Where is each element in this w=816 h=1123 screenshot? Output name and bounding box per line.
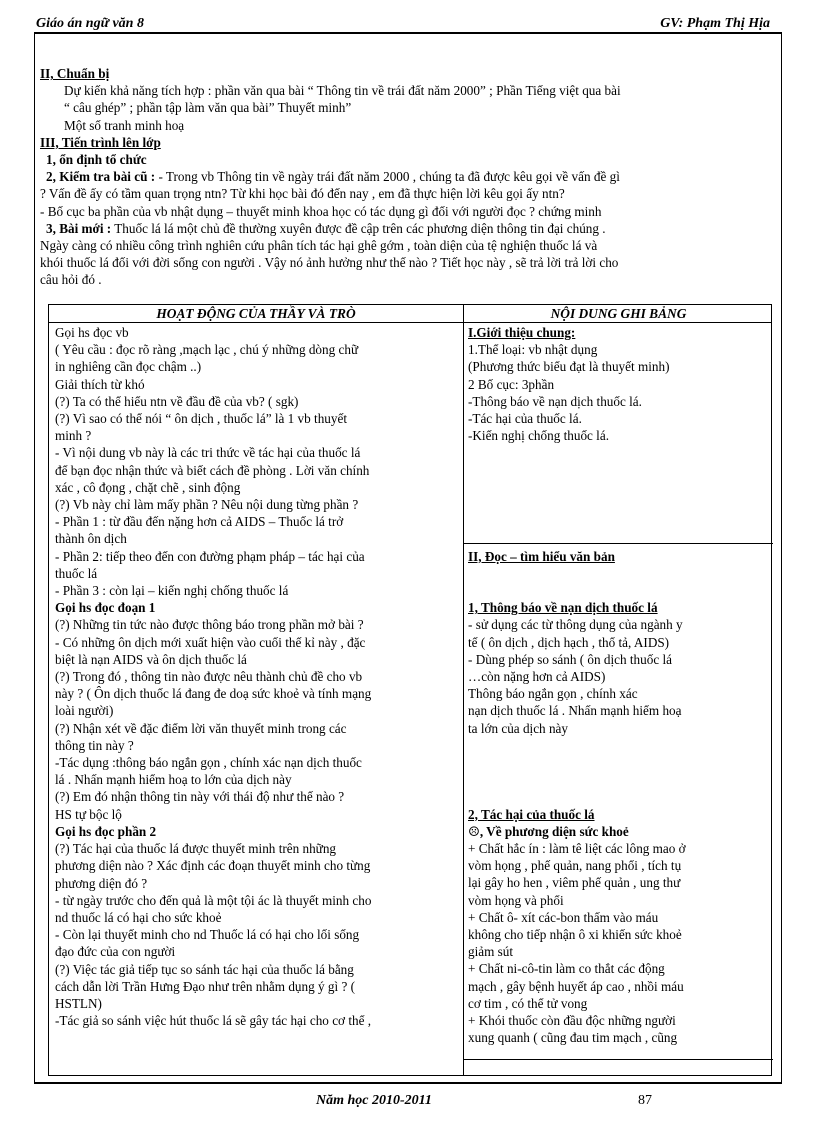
prep-line-3: Một số tranh minh hoạ	[64, 117, 185, 133]
health-effect-line: vòm họng , phế quản, nang phổi , tích tụ	[468, 858, 682, 874]
right-intro-title: I.Giới thiệu chung:	[468, 325, 576, 340]
activity-line: minh ?	[55, 428, 92, 444]
right-part-3: -Kiến nghị chống thuốc lá.	[468, 428, 609, 444]
health-effect-line: xung quanh ( cũng đau tim mạch , cũng	[468, 1030, 678, 1046]
health-effect-line: lại gây ho hen , viêm phế quản , ung thư	[468, 875, 681, 891]
activity-line: - Phần 1 : từ đầu đến nặng hơn cả AIDS – Thuốc lá trở	[55, 514, 344, 530]
activity-line: -Tác giả so sánh việc hút thuốc lá sẽ gây tác hại cho cơ thể ,	[55, 1013, 372, 1029]
activity-line: biệt là nạn AIDS và ôn dịch thuốc lá	[55, 651, 247, 667]
activity-line: (?) Vb này chỉ làm mấy phần ? Nêu nội dung từng phần ?	[55, 497, 359, 513]
activity-line: thuốc lá	[55, 565, 98, 581]
right-part-2: -Tác hại của thuốc lá.	[468, 411, 582, 427]
right-subsection-2: 2, Tác hại của thuốc lá	[468, 806, 595, 822]
activity-line: (?) Trong đó , thông tin nào được nêu thành chủ đề cho vb	[55, 669, 363, 685]
content-column	[468, 324, 768, 1046]
lesson-table	[48, 304, 772, 1076]
step-2-label: 2, Kiểm tra bài cũ :	[46, 169, 156, 185]
activity-line: - Vì nội dung vb này là các tri thức về tác hại của thuốc lá	[55, 445, 361, 461]
activity-line: cách dẫn lời Trần Hưng Đạo như trên nhằm dụng ý gì ? (	[55, 978, 355, 994]
activities-column	[55, 324, 459, 1029]
health-effect-line: mạch , gây bệnh huyết áp cao , nhồi máu	[468, 978, 684, 994]
page-header	[34, 14, 782, 34]
activity-line: xác , cô đọng , chặt chẽ , sinh động	[55, 479, 241, 495]
activity-line: HS tự bộc lộ	[55, 806, 122, 822]
activity-line: nd thuốc lá có hại cho sức khoẻ	[55, 909, 222, 925]
step-3-line-1: Thuốc lá lá một chủ đề thường xuyên được đề cập trên các phương diện thông tin đại chúng .	[111, 220, 606, 236]
activity-line: để bạn đọc nhận thức và biết cách đề phòng . Lời văn chính	[55, 462, 370, 478]
right-b2-line-7: ta lớn của dịch này	[468, 720, 568, 736]
activity-line: (?) Ta có thể hiểu ntn về đầu đề của vb? ( sgk)	[55, 393, 299, 409]
section-2-title: II, Chuẩn bị	[40, 66, 110, 81]
activity-line: (?) Nhận xét về đặc điểm lời văn thuyết minh trong các	[55, 720, 347, 736]
health-effect-line: + Khói thuốc còn đầu độc những người	[468, 1012, 676, 1028]
right-b2-line-3: - Dùng phép so sánh ( ôn dịch thuốc lá	[468, 651, 673, 667]
right-part-1: -Thông báo về nạn dịch thuốc lá.	[468, 393, 642, 409]
health-effect-line: + Chất hắc ín : làm tê liệt các lông mao ở	[468, 840, 686, 856]
activity-line: - Còn lại thuyết minh cho nd Thuốc lá có hại cho lối sống	[55, 927, 360, 943]
right-b2-line-6: nạn dịch thuốc lá . Nhấn mạnh hiểm hoạ	[468, 703, 682, 719]
right-b2-line-2: tế ( ôn dịch , dịch hạch , thổ tả, AIDS)	[468, 634, 670, 650]
activity-line: ( Yêu cầu : đọc rõ ràng ,mạch lạc , chú ý những dòng chữ	[55, 342, 359, 358]
activity-line: Gọi hs đọc phần 2	[55, 823, 157, 839]
activity-line: Gọi hs đọc đoạn 1	[55, 600, 156, 616]
right-subsection-1: 1, Thông báo về nạn dịch thuốc lá	[468, 600, 658, 616]
activity-line: - Phần 3 : còn lại – kiến nghị chống thuốc lá	[55, 583, 289, 599]
activity-line: lá . Nhấn mạnh hiểm hoạ to lớn của dịch này	[55, 772, 292, 788]
table-header-content: NỘI DUNG GHI BẢNG	[550, 306, 687, 321]
step-3-line-3: khói thuốc lá đối với đời sống con người . Vậy nó ảnh hưởng như thế nào ? Tiết học này , sẽ trả lời trả lời cho	[40, 255, 619, 271]
page-footer	[34, 1092, 782, 1114]
table-header-activities: HOẠT ĐỘNG CỦA THẦY VÀ TRÒ	[156, 306, 356, 321]
right-b2-line-5: Thông báo ngắn gọn , chính xác	[468, 686, 638, 702]
activity-line: - từ ngày trước cho đến quả là một tội ác là thuyết minh cho	[55, 892, 372, 908]
health-effect-line: không cho tiếp nhận ô xi khiến sức khoẻ	[468, 926, 682, 942]
activity-line: Gọi hs đọc vb	[55, 325, 129, 340]
activity-line: (?) Vì sao có thể nói “ ôn dịch , thuốc lá” là 1 vb thuyết	[55, 411, 347, 427]
right-b2-line-1: - sử dụng các từ thông dụng của ngành y	[468, 617, 683, 633]
activity-line: Giải thích từ khó	[55, 376, 145, 392]
prep-line-2: “ câu ghép” ; phần tập làm văn qua bài” Thuyết minh”	[64, 100, 352, 116]
activity-line: - Phần 2: tiếp theo đến con đường phạm pháp – tác hại của	[55, 548, 365, 564]
activity-line: (?) Tác hại của thuốc lá được thuyết minh trên những	[55, 841, 337, 857]
step-1: 1, ổn định tổ chức	[46, 152, 147, 168]
activity-line: này ? ( Ôn dịch thuốc lá đang đe doạ sức khoẻ và tính mạng	[55, 686, 372, 702]
activity-line: - Có những ôn dịch mới xuất hiện vào cuối thế kỉ này , đặc	[55, 634, 366, 650]
right-layout: 2 Bố cục: 3phần	[468, 376, 555, 392]
right-genre: 1.Thể loại: vb nhật dụng	[468, 342, 598, 358]
step-3-line-2: Ngày càng có nhiều công trình nghiên cứu phân tích tác hại ghê gớm , toàn diện của tệ nghiện thuốc lá và	[40, 238, 598, 254]
prep-line-1: Dự kiến khả năng tích hợp : phần văn qua bài “ Thông tin về trái đất năm 2000” ; Phần Tiếng việt qua bài	[64, 83, 621, 99]
activity-line: phương diện đó ?	[55, 875, 148, 891]
step-2-line-3: - Bố cục ba phần của vb nhật dụng – thuyết minh khoa học có tác dụng gì đối với người đọc ? chứng minh	[40, 203, 602, 219]
health-effect-line: vòm họng và phổi	[468, 892, 564, 908]
page-number: 87	[638, 1093, 652, 1108]
activity-line: (?) Những tin tức nào được thông báo trong phần mở bài ?	[55, 617, 364, 633]
activity-line: HSTLN)	[55, 995, 102, 1011]
activity-line: in nghiêng cần đọc chậm ..)	[55, 359, 202, 375]
activity-line: đạo đức của con người	[55, 944, 176, 960]
activity-line: loài người)	[55, 703, 114, 719]
activity-line: thành ôn dịch	[55, 531, 127, 547]
step-3-line-4: câu hỏi đó .	[40, 272, 102, 288]
right-section-2-title: II, Đọc – tìm hiểu văn bản	[468, 548, 615, 564]
health-effect-line: cơ tim , có thể tử vong	[468, 995, 588, 1011]
school-year: Năm học 2010-2011	[316, 1093, 432, 1108]
right-method: (Phương thức biểu đạt là thuyết minh)	[468, 359, 670, 375]
health-effect-line: + Chất ô- xít các-bon thấm vào máu	[468, 909, 659, 925]
step-2-line-2: ? Vấn đề ấy có tầm quan trọng ntn? Từ khi học bài đó đến nay , em đã thực hiện lời kêu gọi ấy ntn?	[40, 186, 565, 202]
right-b2-line-4: …còn nặng hơn cả AIDS)	[468, 668, 606, 684]
intro-section	[40, 65, 774, 289]
activity-line: (?) Em đó nhận thông tin này với thái độ như thế nào ?	[55, 789, 345, 805]
activity-line: (?) Việc tác giả tiếp tục so sánh tác hại của thuốc lá bằng	[55, 961, 354, 977]
activity-line: phương diện nào ? Xác định các đoạn thuyết minh cho từng	[55, 858, 371, 874]
health-effect-line: giảm sút	[468, 944, 514, 960]
header-teacher: GV: Phạm Thị Hịa	[660, 16, 770, 31]
header-subject: Giáo án ngữ văn 8	[36, 16, 144, 31]
section-3-title: III, Tiến trình lên lớp	[40, 134, 161, 150]
right-subsection-2a: ☹, Về phương diện sức khoẻ	[468, 823, 629, 839]
step-3-label: 3, Bài mới :	[46, 220, 112, 236]
activity-line: thông tin này ?	[55, 737, 134, 753]
activity-line: -Tác dụng :thông báo ngắn gọn , chính xác nạn dịch thuốc	[55, 755, 362, 771]
step-2-line-1: - Trong vb Thông tin về ngày trái đất năm 2000 , chúng ta đã được kêu gọi về vấn đề gì	[155, 169, 620, 185]
health-effect-line: + Chất ni-cô-tin làm co thắt các động	[468, 961, 665, 977]
